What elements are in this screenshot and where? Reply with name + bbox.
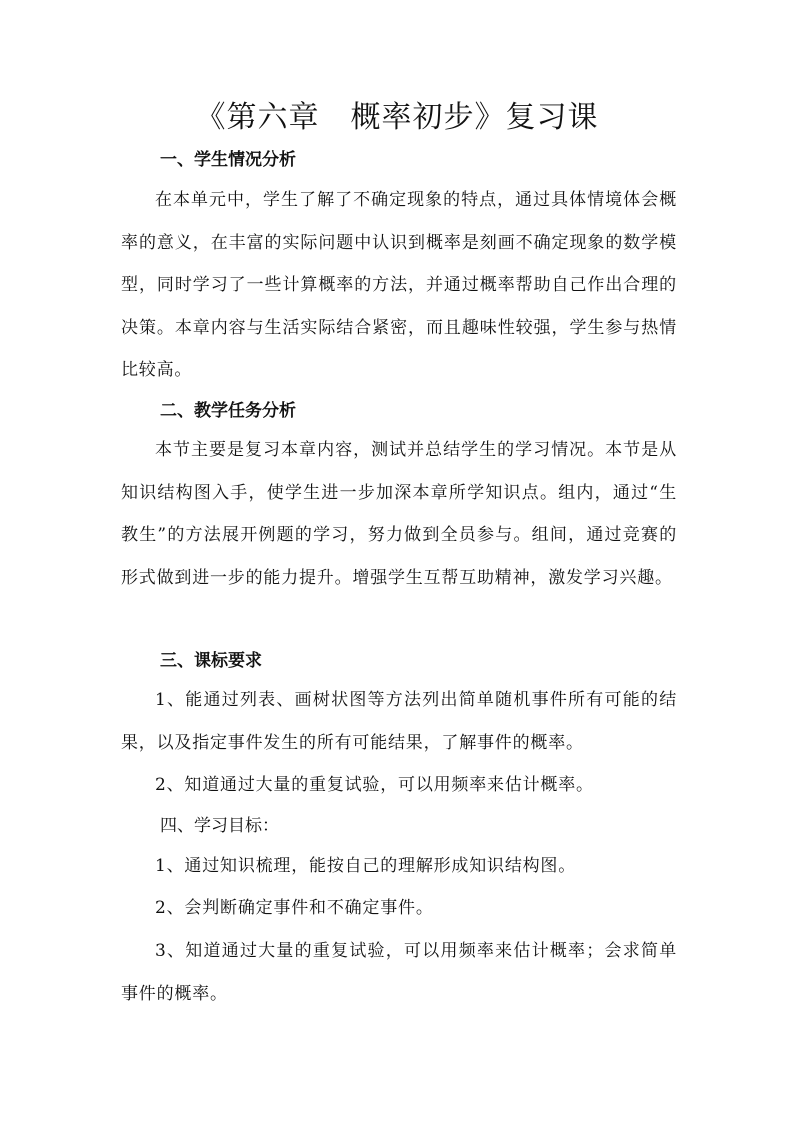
paragraph-student-analysis: 在本单元中，学生了解了不确定现象的特点，通过具体情境体会概率的意义，在丰富的实际问题中认识到概率是刻画不确定现象的数学模型，同时学习了一些计算概率的方法，并通过概率帮助自己作出合理的决策。本章内容与生活实际结合紧密，而且趣味性较强，学生参与热情比较高。 bbox=[121, 190, 677, 381]
paragraph-teaching-task: 本节主要是复习本章内容，测试并总结学生的学习情况。本节是从知识结构图入手，使学生进一步加深本章所学知识点。组内，通过“生教生”的方法展开例题的学习，努力做到全员参与。组间，通过竞赛的形式做到进一步的能力提升。增强学生互帮互助精神，激发学习兴趣。 bbox=[121, 440, 677, 588]
paragraph-curriculum-2: 2、知道通过大量的重复试验，可以用频率来估计概率。 bbox=[155, 775, 594, 795]
section-heading-teaching-task: 二、教学任务分析 bbox=[160, 401, 296, 421]
section-heading-learning-goals: 四、学习目标： bbox=[160, 816, 279, 836]
section-heading-curriculum: 三、课标要求 bbox=[160, 651, 262, 671]
paragraph-goal-3: 3、知道通过大量的重复试验，可以用频率来估计概率；会求简单事件的概率。 bbox=[121, 941, 677, 1004]
paragraph-goal-2: 2、会判断确定事件和不确定事件。 bbox=[155, 898, 434, 918]
paragraph-curriculum-1: 1、能通过列表、画树状图等方法列出简单随机事件所有可能的结果，以及指定事件发生的所有可能结果，了解事件的概率。 bbox=[121, 690, 677, 753]
section-heading-student-analysis: 一、学生情况分析 bbox=[160, 150, 296, 170]
paragraph-goal-1: 1、通过知识梳理，能按自己的理解形成知识结构图。 bbox=[155, 856, 577, 876]
document-title: 《第六章 概率初步》复习课 bbox=[195, 100, 599, 135]
